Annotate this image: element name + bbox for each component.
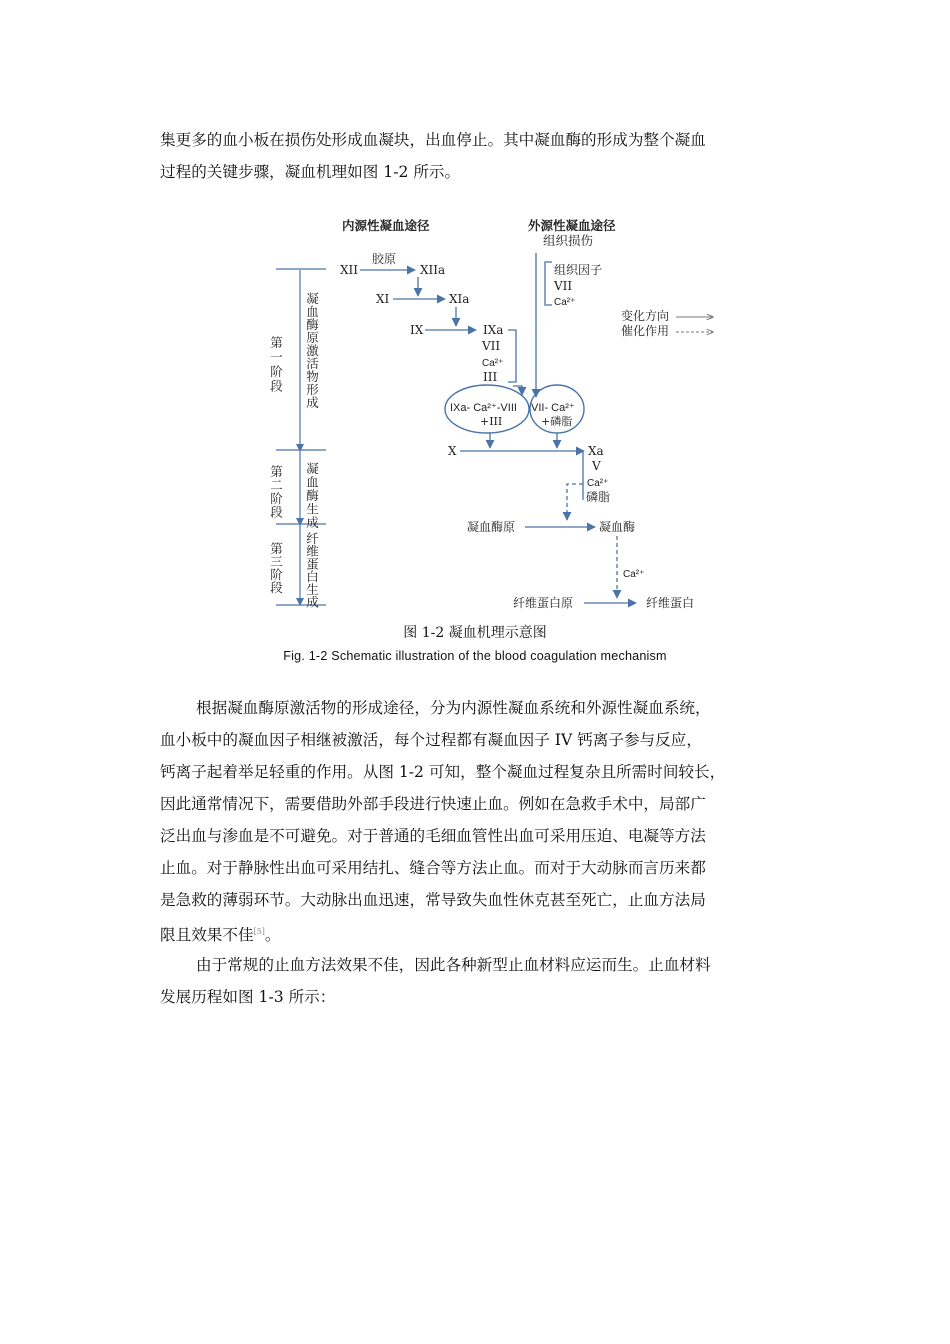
label-collagen: 胶原: [372, 252, 397, 266]
factor-vii-intrinsic: VII: [482, 339, 501, 353]
text-line: 止血。对于静脉性出血可采用结扎、缝合等方法止血。而对于大动脉而言历来都: [160, 859, 706, 877]
factor-ixa: IXa: [483, 323, 504, 337]
figure-caption-cn: 图 1-2 凝血机理示意图: [403, 625, 547, 641]
text-line: 因此通常情况下，需要借助外部手段进行快速止血。例如在急救手术中，局部广: [160, 795, 706, 813]
text-line: 过程的关键步骤，凝血机理如图 1-2 所示。: [160, 163, 461, 181]
text-line: 钙离子起着举足轻重的作用。从图 1-2 可知，整个凝血过程复杂且所需时间较长，: [160, 763, 726, 781]
calcium-intrinsic: Ca²⁺: [482, 358, 504, 369]
calcium-common: Ca²⁺: [587, 478, 609, 489]
citation-ref[interactable]: [5]: [253, 927, 265, 936]
figure-caption-en: Fig. 1-2 Schematic illustration of the blood coagulation mechanism: [283, 649, 667, 663]
factor-xa: Xa: [588, 444, 604, 458]
text-line: 泛出血与渗血是不可避免。对于普通的毛细血管性出血可采用压迫、电凝等方法: [160, 827, 706, 845]
stage2-label: [269, 461, 320, 530]
extrinsic-pathway: [536, 253, 602, 397]
text-line: 根据凝血酶原激活物的形成途径，分为内源性凝血系统和外源性凝血系统，: [196, 699, 711, 717]
header-intrinsic: 内源性凝血途径: [342, 218, 430, 233]
text-line: 集更多的血小板在损伤处形成血凝块，出血停止。其中凝血酶的形成为整个凝血: [160, 131, 706, 149]
paragraph-pathways: [160, 692, 788, 951]
stage3-desc: 纤维蛋白生成: [304, 532, 320, 609]
stage3-label: [269, 532, 320, 609]
legend-catalysis-label: 催化作用: [621, 324, 670, 338]
factor-vii-extrinsic: VII: [554, 279, 573, 293]
complex-extrinsic-line1: VII- Ca²⁺: [531, 402, 575, 414]
complex-intrinsic-line2: +III: [480, 415, 503, 428]
label-fibrinogen: 纤维蛋白原: [513, 596, 574, 610]
text-line: 是急救的薄弱环节。大动脉出血迅速，常导致失血性休克甚至死亡，止血方法局: [160, 891, 706, 909]
calcium-thrombin: Ca²⁺: [623, 569, 645, 580]
factor-xia: XIa: [449, 292, 470, 306]
factor-v: V: [592, 459, 601, 473]
stage3-text: 第三阶段: [268, 542, 284, 594]
label-thrombin: 凝血酶: [599, 520, 636, 534]
stage2-text: 第二阶段: [268, 465, 284, 519]
coagulation-diagram: [0, 200, 950, 620]
label-fibrin: 纤维蛋白: [646, 596, 695, 610]
stage2-desc: 凝血酶生成: [304, 462, 320, 530]
factor-x: X: [448, 444, 457, 458]
diagram-legend: [621, 308, 713, 338]
text-line: 发展历程如图 1-3 所示：: [160, 988, 336, 1006]
label-tissue-factor: 组织因子: [554, 263, 603, 277]
text-line: 由于常规的止血方法效果不佳，因此各种新型止血材料应运而生。止血材料: [196, 956, 711, 974]
header-extrinsic: 外源性凝血途径: [528, 218, 616, 233]
text-fragment: 。: [264, 926, 281, 945]
legend-change-label: 变化方向: [621, 309, 670, 323]
label-tissue-injury: 组织损伤: [543, 233, 594, 248]
label-phospholipid: 磷脂: [586, 490, 611, 504]
stage1-label: [269, 291, 320, 409]
stage1-text: 第一阶段: [268, 336, 284, 394]
text-line-last: [160, 916, 788, 951]
calcium-extrinsic: Ca²⁺: [554, 297, 576, 308]
paragraph-intro: [160, 124, 788, 188]
factor-xiia: XIIa: [420, 263, 446, 277]
common-pathway: [448, 433, 694, 610]
complex-intrinsic-line1: IXa- Ca²⁺-VIII: [450, 402, 517, 414]
intrinsic-pathway: [340, 252, 522, 395]
text-fragment: 限且效果不佳: [160, 926, 254, 945]
complex-extrinsic-line2: +磷脂: [541, 415, 573, 428]
factor-xi: XI: [376, 292, 390, 306]
paragraph-materials: [160, 949, 788, 1013]
label-prothrombin: 凝血酶原: [467, 520, 516, 534]
stage1-desc: 凝血酶原激活物形成: [304, 292, 320, 409]
factor-xii: XII: [340, 263, 359, 277]
text-line: 血小板中的凝血因子相继被激活，每个过程都有凝血因子 IV 钙离子参与反应，: [160, 731, 702, 749]
factor-iii: III: [483, 370, 498, 384]
factor-ix: IX: [410, 323, 424, 337]
